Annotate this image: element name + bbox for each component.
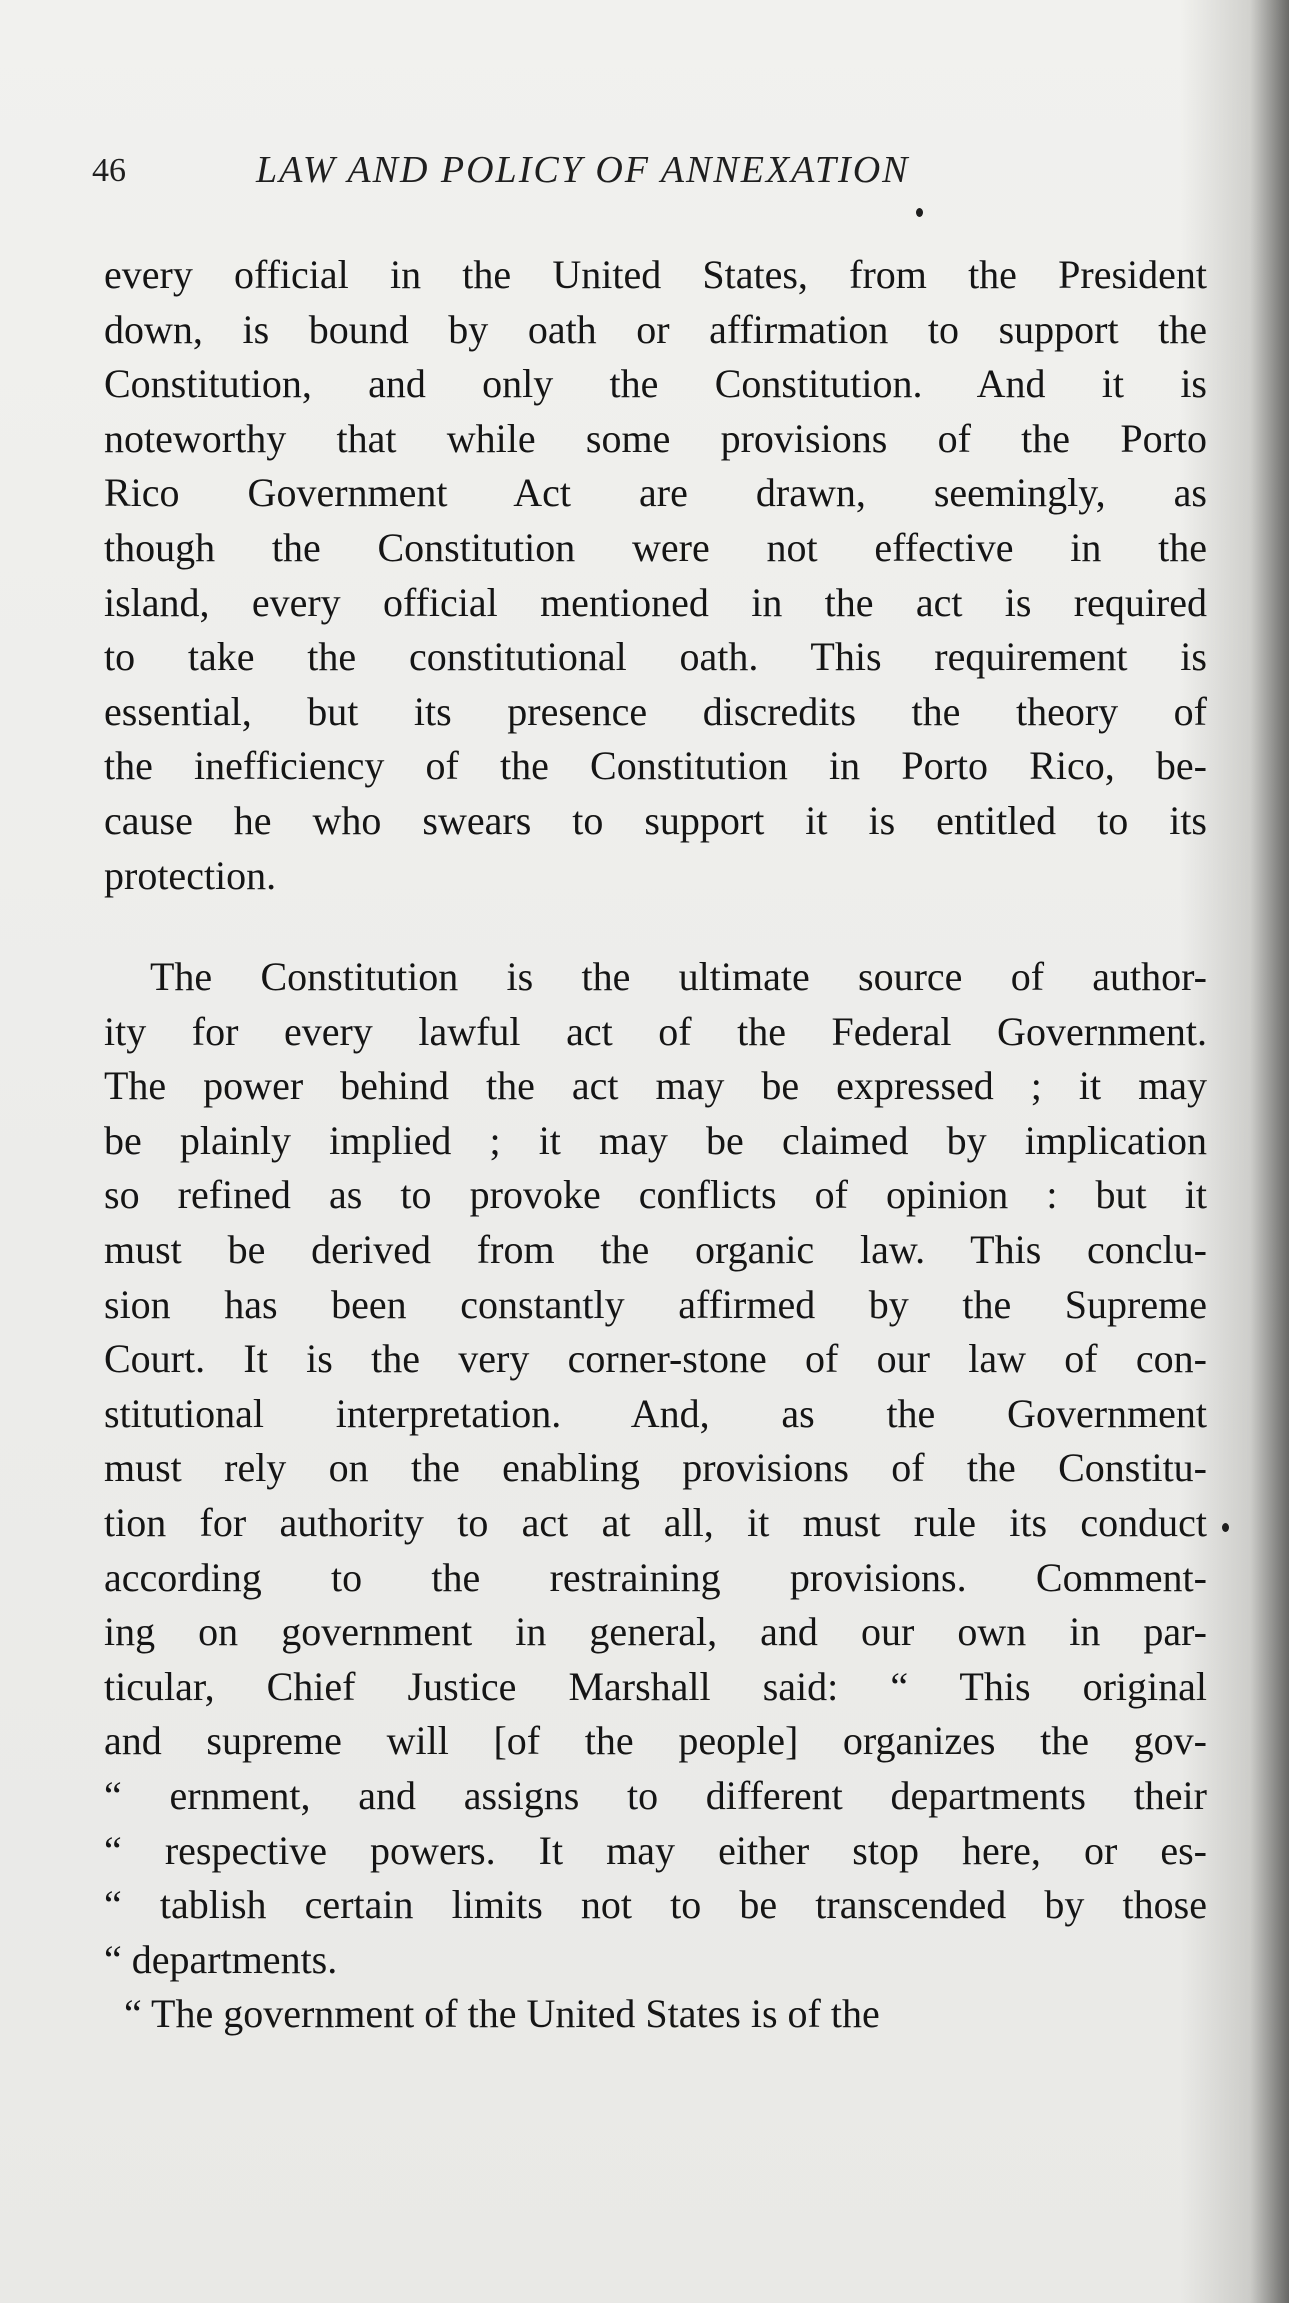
text-line: ticular, Chief Justice Marshall said: “ This original xyxy=(104,1663,1207,1709)
text-line: “ ernment, and assigns to different departments their xyxy=(104,1772,1207,1818)
text-line: down, is bound by oath or affirmation to support the xyxy=(104,306,1207,352)
text-line: island, every official mentioned in the act is required xyxy=(104,579,1207,625)
text-line: stitutional interpretation. And, as the Government xyxy=(104,1390,1207,1436)
text-line: The Constitution is the ultimate source of author- xyxy=(150,954,1207,999)
text-line: be plainly implied ; it may be claimed by implication xyxy=(104,1117,1207,1163)
page-header xyxy=(92,148,1092,208)
text-line: must rely on the enabling provisions of the Constitu- xyxy=(104,1445,1207,1491)
paragraph-1 xyxy=(104,248,1207,903)
text-line: essential, but its presence discredits the theory of xyxy=(104,688,1207,734)
text-line: “ departments. xyxy=(104,1936,338,1982)
text-line: “ The government of the United States is of the xyxy=(124,1991,880,2037)
text-line: so refined as to provoke conflicts of opinion : but it xyxy=(104,1172,1207,1218)
text-line: ing on government in general, and our own in par- xyxy=(104,1609,1207,1655)
text-line: must be derived from the organic law. This conclu- xyxy=(104,1226,1207,1272)
text-line: to take the constitutional oath. This requirement is xyxy=(104,634,1207,680)
page-number: 46 xyxy=(92,152,126,189)
text-line: though the Constitution were not effective in the xyxy=(104,524,1207,570)
print-speck xyxy=(1222,1523,1229,1532)
text-line: sion has been constantly affirmed by the Supreme xyxy=(104,1281,1207,1327)
text-line: the inefficiency of the Constitution in Porto Rico, be- xyxy=(104,743,1207,789)
print-speck xyxy=(916,208,923,217)
paragraph-2 xyxy=(104,950,1207,2042)
text-line: “ tablish certain limits not to be transcended by those xyxy=(104,1882,1207,1928)
text-line: noteworthy that while some provisions of the Porto xyxy=(104,415,1207,461)
text-line: tion for authority to act at all, it must rule its conduct xyxy=(104,1499,1207,1545)
text-line: Constitution, and only the Constitution. And it is xyxy=(104,361,1207,407)
text-line: Court. It is the very corner-stone of our law of con- xyxy=(104,1336,1207,1382)
text-line: Rico Government Act are drawn, seemingly, as xyxy=(104,470,1207,516)
text-line: ity for every lawful act of the Federal Government. xyxy=(104,1008,1207,1054)
text-line: according to the restraining provisions. Comment- xyxy=(104,1554,1207,1600)
text-line: protection. xyxy=(104,852,277,898)
text-line: The power behind the act may be expressed ; it may xyxy=(104,1063,1207,1109)
running-title: LAW AND POLICY OF ANNEXATION xyxy=(256,149,910,191)
text-line: every official in the United States, from the President xyxy=(104,252,1207,297)
text-line: cause he who swears to support it is entitled to its xyxy=(104,797,1207,843)
text-line: and supreme will [of the people] organizes the gov- xyxy=(104,1718,1207,1764)
text-line: “ respective powers. It may either stop here, or es- xyxy=(104,1827,1207,1873)
